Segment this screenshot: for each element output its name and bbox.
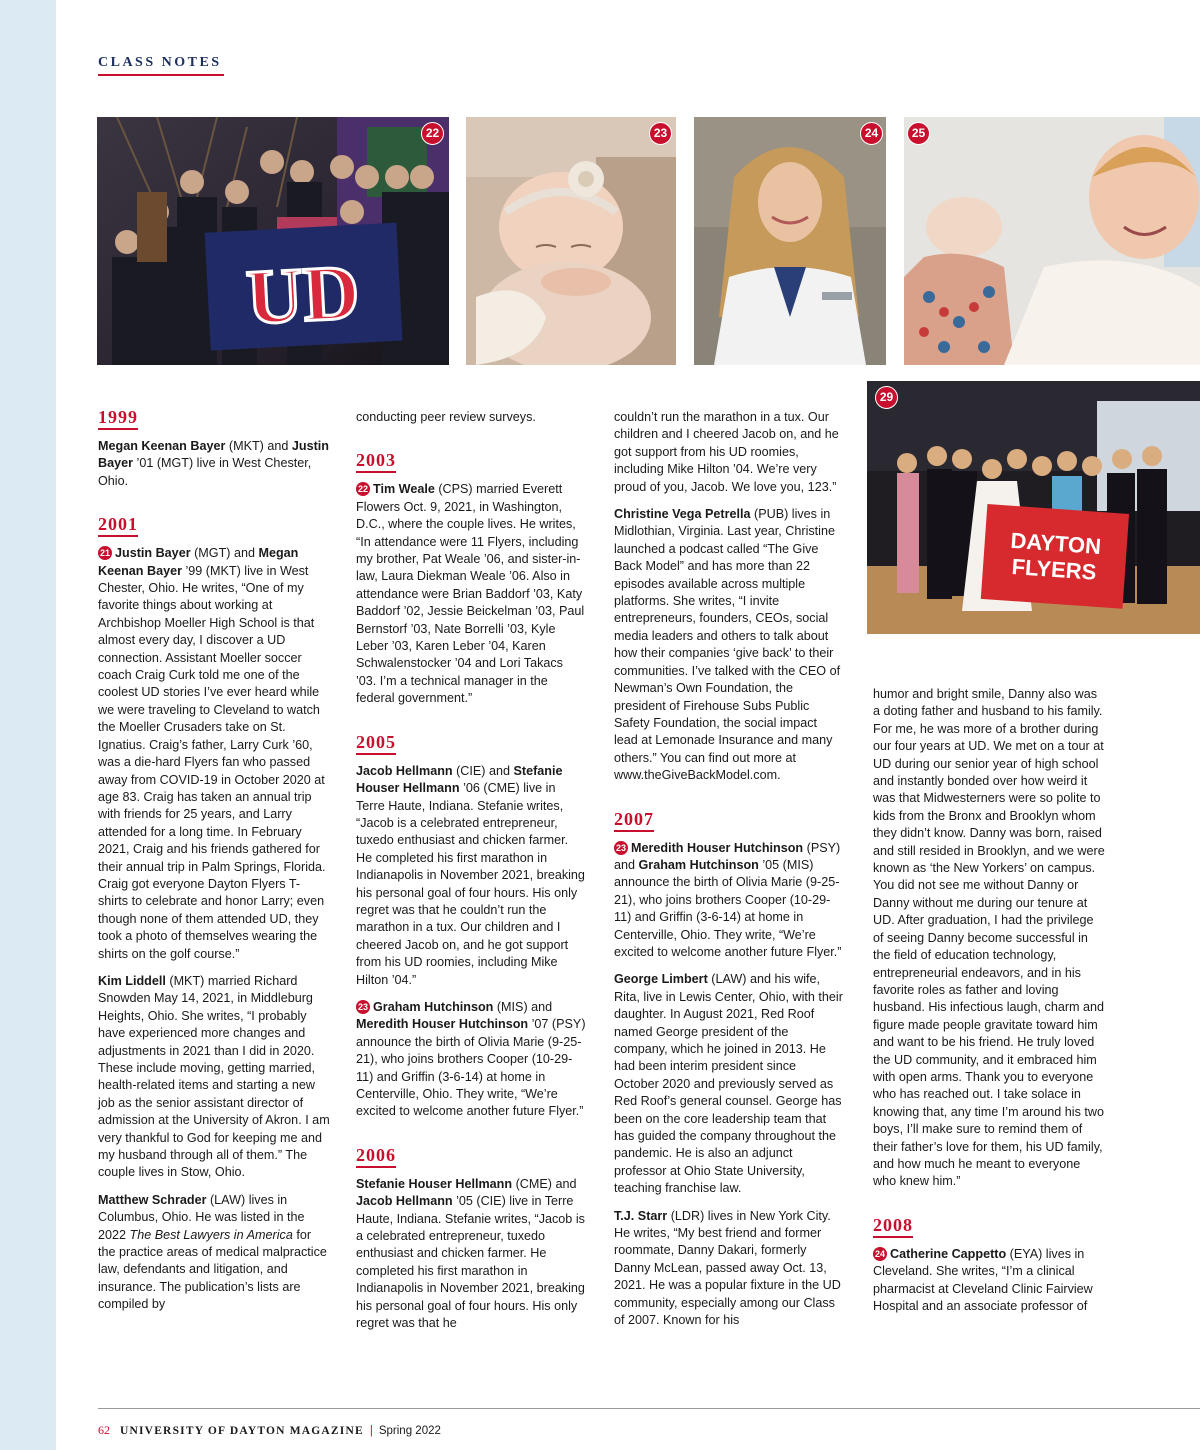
column-3 bbox=[614, 409, 844, 1340]
alum-name: Graham Hutchinson bbox=[638, 857, 759, 872]
note-text: (PUB) lives in Midlothian, Virginia. Last year, Christine launched a podcast called “The Give Back Model” and has more than 22 episodes available across multiple platforms. She writes, “I invite entrepreneurs, founders, CEOs, social media leaders and others to talk about how their companies ‘give back’ to their communities. I’ve talked with the CEO of Newman’s Own Foundation, the president of Firehouse Subs Public Safety Foundation, the social impact lead at Lemonade Insurance and many others.” You can find out more at www.theGiveBackModel.com. bbox=[614, 507, 841, 783]
alum-name: Justin Bayer bbox=[115, 546, 191, 561]
note-text: (PSY) and bbox=[614, 840, 841, 872]
page-footer bbox=[98, 1423, 441, 1438]
alum-name: Justin Bayer bbox=[98, 439, 329, 471]
alum-name: Megan Keenan Bayer bbox=[98, 546, 299, 578]
photo-badge-29: 29 bbox=[875, 386, 898, 409]
year-heading-2008: 2008 bbox=[873, 1215, 913, 1238]
alum-name: Megan Keenan Bayer bbox=[98, 439, 226, 453]
alum-name: Jacob Hellmann bbox=[356, 763, 453, 778]
photo-ref-badge: 21 bbox=[99, 548, 110, 559]
photo-24-image bbox=[694, 117, 886, 365]
note-text: ’01 (MGT) live in West Chester, Ohio. bbox=[98, 456, 312, 488]
alum-name: George Limbert bbox=[614, 972, 708, 987]
column-2 bbox=[356, 409, 586, 1342]
photo-22-group-ud-flag bbox=[97, 117, 449, 365]
note-text: (MKT) and bbox=[225, 439, 292, 453]
magazine-name: UNIVERSITY OF DAYTON MAGAZINE bbox=[120, 1425, 364, 1437]
photo-23-newborn bbox=[466, 117, 676, 365]
note-text: (CPS) married Everett Flowers Oct. 9, 2021, in Washington, D.C., where the couple lives. He writes, “In attendance were 11 Flyers, including my brother, Pat Weale ’06, and sister-in-law, Laura Diekman Weale ’06. Also in attendance were Brian Baddorf ’03, Katy Baddorf ’02, Jessie Beickelman ’03, Paul Bernstorf ’03, Nate Borrelli ’03, Kyle Leber ’03, Karen Leber ’04, Karen Schwalenstocker ’04 and Lori Takacs ’03. I’m a technical manager in the federal government.” bbox=[356, 482, 585, 706]
class-note-continued: humor and bright smile, Danny also was a doting father and husband to his family. For me, he was more of a brother during our four years at UD. We met on a tour at UD during our senior year of high school and instantly bonded over how weird it was that Midwesterners were so polite to kids from the Bronx and Brooklyn whom they didn’t know. Danny was born, raised and still resided in Brooklyn, and we were known as ‘the New Yorkers’ on campus. You did not see me without Danny or Danny without me during our tenure at UD. After graduation, I had the privilege of seeing Danny become successful in the field of education technology, entrepreneurial endeavors, and in his favorite roles as father and loving husband. His infectious laugh, charm and figure made people gravitate toward him and want to be his friend. He truly loved the UD community, and it embraced him with open arms. Thank you to everyone who has reached out. I take solace in knowing that, any time I’m around his two boys, I’ll make sure to remind them of their father’s love for them, his UD family, and how much he meant to everyone who knew him.” bbox=[873, 687, 1105, 1189]
note-text: (CME) and bbox=[512, 1176, 577, 1191]
class-note bbox=[356, 1176, 586, 1333]
photo-ref-badge: 22 bbox=[357, 484, 368, 495]
class-note bbox=[98, 545, 330, 963]
photo-badge-22: 22 bbox=[421, 122, 444, 145]
alum-name: Catherine Cappetto bbox=[890, 1246, 1007, 1261]
class-note bbox=[98, 973, 330, 1182]
column-1 bbox=[98, 407, 330, 1324]
class-note-continued: couldn’t run the marathon in a tux. Our children and I cheered Jacob on, and he got support from his UD roomies, including Mike Hilton ’04. We’re very proud of you, Jacob. We love you, 123.” bbox=[614, 410, 839, 494]
year-heading-2003: 2003 bbox=[356, 450, 396, 473]
alum-name: Christine Vega Petrella bbox=[614, 507, 751, 522]
class-note bbox=[614, 971, 844, 1197]
column-4 bbox=[873, 686, 1105, 1325]
photo-badge-25: 25 bbox=[907, 122, 930, 145]
year-heading-1999: 1999 bbox=[98, 407, 138, 430]
note-text: ’05 (MIS) announce the birth of Olivia Marie (9-25-21), who joins brothers Cooper (10-29-11) and Griffin (3-6-14) at home in Centerville, Ohio. They write, “We’re excited to welcome another future Flyer.” bbox=[614, 857, 842, 959]
note-text: ’07 (PSY) announce the birth of Olivia Marie (9-25-21), who joins brothers Cooper (10-29-11) and Griffin (3-6-14) at home in Centerville, Ohio. They write, “We’re excited to welcome another future Flyer.” bbox=[356, 1017, 586, 1119]
photo-25-siblings bbox=[904, 117, 1200, 365]
flyers-flag-line1: DAYTON bbox=[1009, 527, 1102, 560]
ud-flag-text: UD bbox=[244, 247, 362, 341]
photo-ref-badge: 24 bbox=[874, 1248, 885, 1259]
year-heading-2007: 2007 bbox=[614, 809, 654, 832]
note-text: ’05 (CIE) live in Terre Haute, Indiana. Stefanie writes, “Jacob is a celebrated entrepreneur, tuxedo enthusiast and chicken farmer. He completed his first marathon in Indianapolis in November 2021, breaking his personal goal of four hours. His only regret was that he bbox=[356, 1194, 585, 1331]
note-text: (MKT) married Richard Snowden May 14, 2021, in Middleburg Heights, Ohio. She writes, “I probably have experienced more changes and adjustments in 2021 than I did in 2020. These include moving, getting married, health-related items and starting a new job as the senior assistant director of admission at the University of Akron. I am very thankful to God for keeping me and my husband through all of them.” The couple lives in Stow, Ohio. bbox=[98, 973, 330, 1180]
class-note bbox=[356, 763, 586, 989]
photo-24-portrait bbox=[694, 117, 886, 365]
class-note-continued: conducting peer review surveys. bbox=[356, 410, 536, 424]
alum-name: Meredith Houser Hutchinson bbox=[631, 840, 804, 855]
class-note bbox=[356, 999, 586, 1121]
alum-name: Meredith Houser Hutchinson bbox=[356, 1017, 529, 1032]
alum-name: Jacob Hellmann bbox=[356, 1194, 453, 1209]
year-heading-2006: 2006 bbox=[356, 1145, 396, 1168]
alum-name: Kim Liddell bbox=[98, 973, 166, 988]
footer-separator: | bbox=[369, 1425, 373, 1437]
publication-title: The Best Lawyers in America bbox=[129, 1227, 293, 1242]
photo-23-image bbox=[466, 117, 676, 365]
page-number: 62 bbox=[98, 1423, 110, 1437]
note-text: ’06 (CME) live in Terre Haute, Indiana. Stefanie writes, “Jacob is a celebrated entrepreneur, tuxedo enthusiast and chicken farmer. He completed his first marathon in Indianapolis in November 2021, breaking his personal goal of four hours. His only regret was that he couldn’t run the marathon in a tux. Our children and I cheered Jacob on, and he got support from his UD roomies, including Mike Hilton ’04.” bbox=[356, 781, 585, 987]
photo-22-image bbox=[97, 117, 449, 365]
class-note bbox=[614, 506, 844, 785]
photo-badge-24: 24 bbox=[860, 122, 883, 145]
page-edge-strip bbox=[0, 0, 56, 1450]
note-text: (LAW) lives in Columbus, Ohio. He was listed in the 2022 bbox=[98, 1192, 305, 1242]
note-text: for the practice areas of medical malpractice law, defendants and litigation, and insurance. The publication’s lists are compiled by bbox=[98, 1227, 327, 1312]
footer-rule bbox=[98, 1408, 1200, 1409]
section-label-underline bbox=[98, 74, 224, 76]
class-note bbox=[98, 438, 330, 490]
note-text: (EYA) lives in Cleveland. She writes, “I’m a clinical pharmacist at Cleveland Clinic Fairview Hospital and an associate professor of bbox=[873, 1246, 1093, 1313]
alum-name: Stefanie Houser Hellmann bbox=[356, 1176, 513, 1191]
note-text: (LAW) and his wife, Rita, live in Lewis Center, Ohio, with their daughter. In August 2021, Red Roof named George president of the company, which he joined in 2013. He had been interim president since October 2020 and previously served as Red Roof’s general counsel. George has been on the core leadership team that has guided the company throughout the pandemic. He is also an adjunct professor at Ohio State University, teaching franchise law. bbox=[614, 972, 843, 1196]
note-text: (MGT) and bbox=[190, 546, 259, 561]
class-note bbox=[98, 1192, 330, 1314]
year-heading-2001: 2001 bbox=[98, 514, 138, 537]
class-note bbox=[614, 1208, 844, 1330]
photo-29-wedding-group bbox=[867, 381, 1200, 634]
note-text: (CIE) and bbox=[452, 763, 514, 778]
section-label: CLASS NOTES bbox=[98, 55, 222, 70]
alum-name: Tim Weale bbox=[373, 482, 435, 497]
note-text: (MIS) and bbox=[493, 999, 553, 1014]
alum-name: T.J. Starr bbox=[614, 1208, 668, 1223]
class-note bbox=[614, 840, 844, 962]
class-note bbox=[356, 481, 586, 707]
issue-date: Spring 2022 bbox=[378, 1425, 441, 1437]
photo-29-image bbox=[867, 381, 1200, 634]
alum-name: Matthew Schrader bbox=[98, 1192, 207, 1207]
year-heading-2005: 2005 bbox=[356, 732, 396, 755]
photo-ref-badge: 23 bbox=[357, 1001, 368, 1012]
alum-name: Stefanie Houser Hellmann bbox=[356, 763, 563, 796]
photo-25-image bbox=[904, 117, 1200, 365]
note-text: ’99 (MKT) live in West Chester, Ohio. He writes, “One of my favorite things about working at Archbishop Moeller High School is that almost every day, I discover a UD connection. Assistant Moeller soccer coach Craig Curk told me one of the coolest UD stories I’ve ever heard while we were traveling to Cleveland to watch the Moeller Crusaders take on St. Ignatius. Craig’s father, Larry Curk ’60, was a die-hard Flyers fan who passed away from COVID-19 in October 2020 at age 83. Craig has taken an annual trip with friends for 25 years, and Larry attended for a long time. In February 2021, Craig and his friends gathered for their annual trip in Palm Springs, Florida. Craig got everyone Dayton Flyers T-shirts to celebrate and honor Larry; even though none of them attended UD, they took a photo of themselves wearing the shirts on the golf course.” bbox=[98, 563, 326, 961]
note-text: (LDR) lives in New York City. He writes, “My best friend and former roommate, Danny Dakari, formerly Danny McLean, passed away Oct. 13, 2021. He was a popular fixture in the UD community, especially among our Class of 2007. Known for his bbox=[614, 1208, 841, 1328]
photo-ref-badge: 23 bbox=[615, 842, 626, 853]
flyers-flag-line2: FLYERS bbox=[1010, 553, 1098, 585]
class-note bbox=[873, 1246, 1105, 1316]
photo-badge-23: 23 bbox=[649, 122, 672, 145]
alum-name: Graham Hutchinson bbox=[373, 999, 494, 1014]
